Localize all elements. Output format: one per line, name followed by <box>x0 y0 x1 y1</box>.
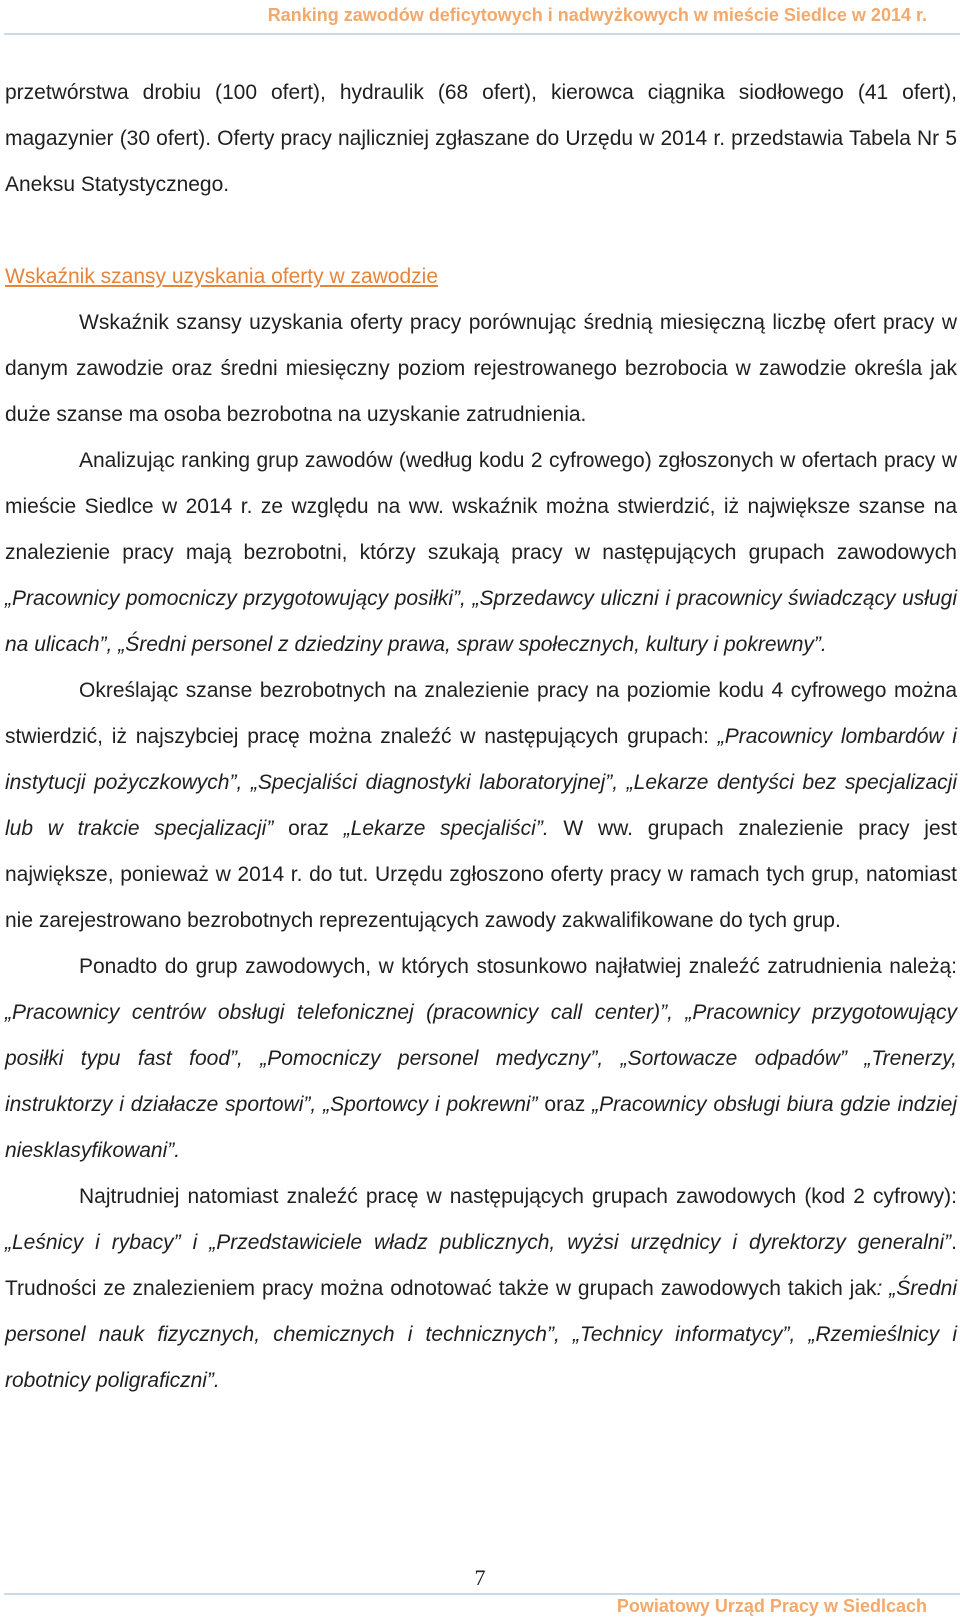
page-number: 7 <box>474 1565 486 1590</box>
paragraph-5-italic-a: „Leśnicy i rybacy” i „Przedstawiciele władz publicznych, wyżsi urzędnicy i dyrektorzy generalni” <box>5 1231 952 1254</box>
paragraph-4-text-b: oraz <box>537 1093 593 1116</box>
paragraph-3 <box>5 668 957 944</box>
page-header <box>0 0 960 38</box>
paragraph-3-italic-a: „Pracownicy lombardów i instytucji pożyczkowych”, „Specjaliści diagnostyki laboratoryjnej”, „Lekarze dentyści bez specjalizacji lub w trakcie specjalizacji” <box>5 725 957 840</box>
paragraph-3-italic-b: „Lekarze specjaliści”. <box>343 817 549 840</box>
footer-divider <box>4 1593 960 1595</box>
paragraph-2-italic: „Pracownicy pomocniczy przygotowujący posiłki”, „Sprzedawcy uliczni i pracownicy świadczący usługi na ulicach”, „Średni personel z dziedziny prawa, spraw społecznych, kultury i pokrewny”. <box>5 587 957 656</box>
paragraph-3-text-c: W ww. grupach znalezienie pracy jest największe, ponieważ w 2014 r. do tut. Urzędu zgłoszono oferty pracy w ramach tych grup, natomiast nie zarejestrowano bezrobotnych reprezentujących zawody zakwalifikowane do tych grup. <box>5 817 957 932</box>
paragraph-4 <box>5 944 957 1174</box>
paragraph-5 <box>5 1174 957 1404</box>
paragraph-3-text-b: oraz <box>273 817 344 840</box>
paragraph-4-text-a: Ponadto do grup zawodowych, w których stosunkowo najłatwiej znaleźć zatrudnienia należą: <box>79 955 957 978</box>
paragraph-5-text-b: . Trudności ze znalezieniem pracy można odnotować także w grupach zawodowych takich jak <box>5 1231 957 1300</box>
paragraph-4-italic-b: „Pracownicy obsługi biura gdzie indziej niesklasyfikowani”. <box>5 1093 957 1162</box>
header-divider <box>4 33 960 35</box>
section-heading: Wskaźnik szansy uzyskania oferty w zawodzie <box>5 265 438 288</box>
paragraph-2 <box>5 438 957 668</box>
footer-title: Powiatowy Urząd Pracy w Siedlcach <box>616 1596 927 1616</box>
paragraph-4-italic-a: „Pracownicy centrów obsługi telefonicznej (pracownicy call center)”, „Pracownicy przygotowujący posiłki typu fast food”, „Pomocniczy personel medyczny”, „Sortowacze odpadów” „Trenerzy, instruktorzy i działacze sportowi”, „Sportowcy i pokrewni” <box>5 1001 957 1116</box>
document-body <box>5 70 957 1404</box>
paragraph-5-text-a: Najtrudniej natomiast znaleźć pracę w następujących grupach zawodowych (kod 2 cyfrowy): <box>79 1185 957 1208</box>
paragraph-2-text: Analizując ranking grup zawodów (według kodu 2 cyfrowego) zgłoszonych w ofertach pracy w mieście Siedlce w 2014 r. ze względu na ww. wskaźnik można stwierdzić, iż największe szanse na znalezienie pracy mają bezrobotni, którzy szukają pracy w następujących grupach zawodowych <box>5 449 957 564</box>
paragraph-3-text-a: Określając szanse bezrobotnych na znalezienie pracy na poziomie kodu 4 cyfrowego można stwierdzić, iż najszybciej pracę można znaleźć w następujących grupach: <box>5 679 957 748</box>
header-title: Ranking zawodów deficytowych i nadwyżkowych w mieście Siedlce w 2014 r. <box>267 5 927 25</box>
paragraph-5-italic-b: : „Średni personel nauk fizycznych, chemicznych i technicznych”, „Technicy informatycy”, „Rzemieślnicy i robotnicy poligraficzni”. <box>5 1277 957 1392</box>
paragraph-1: Wskaźnik szansy uzyskania oferty pracy porównując średnią miesięczną liczbę ofert pracy w danym zawodzie oraz średni miesięczny poziom rejestrowanego bezrobocia w zawodzie określa jak duże szanse ma osoba bezrobotna na uzyskanie zatrudnienia. <box>5 311 957 426</box>
intro-paragraph: przetwórstwa drobiu (100 ofert), hydraulik (68 ofert), kierowca ciągnika siodłowego (41 ofert), magazynier (30 ofert). Oferty pracy najliczniej zgłaszane do Urzędu w 2014 r. przedstawia Tabela Nr 5 Aneksu Statystycznego. <box>5 81 957 196</box>
